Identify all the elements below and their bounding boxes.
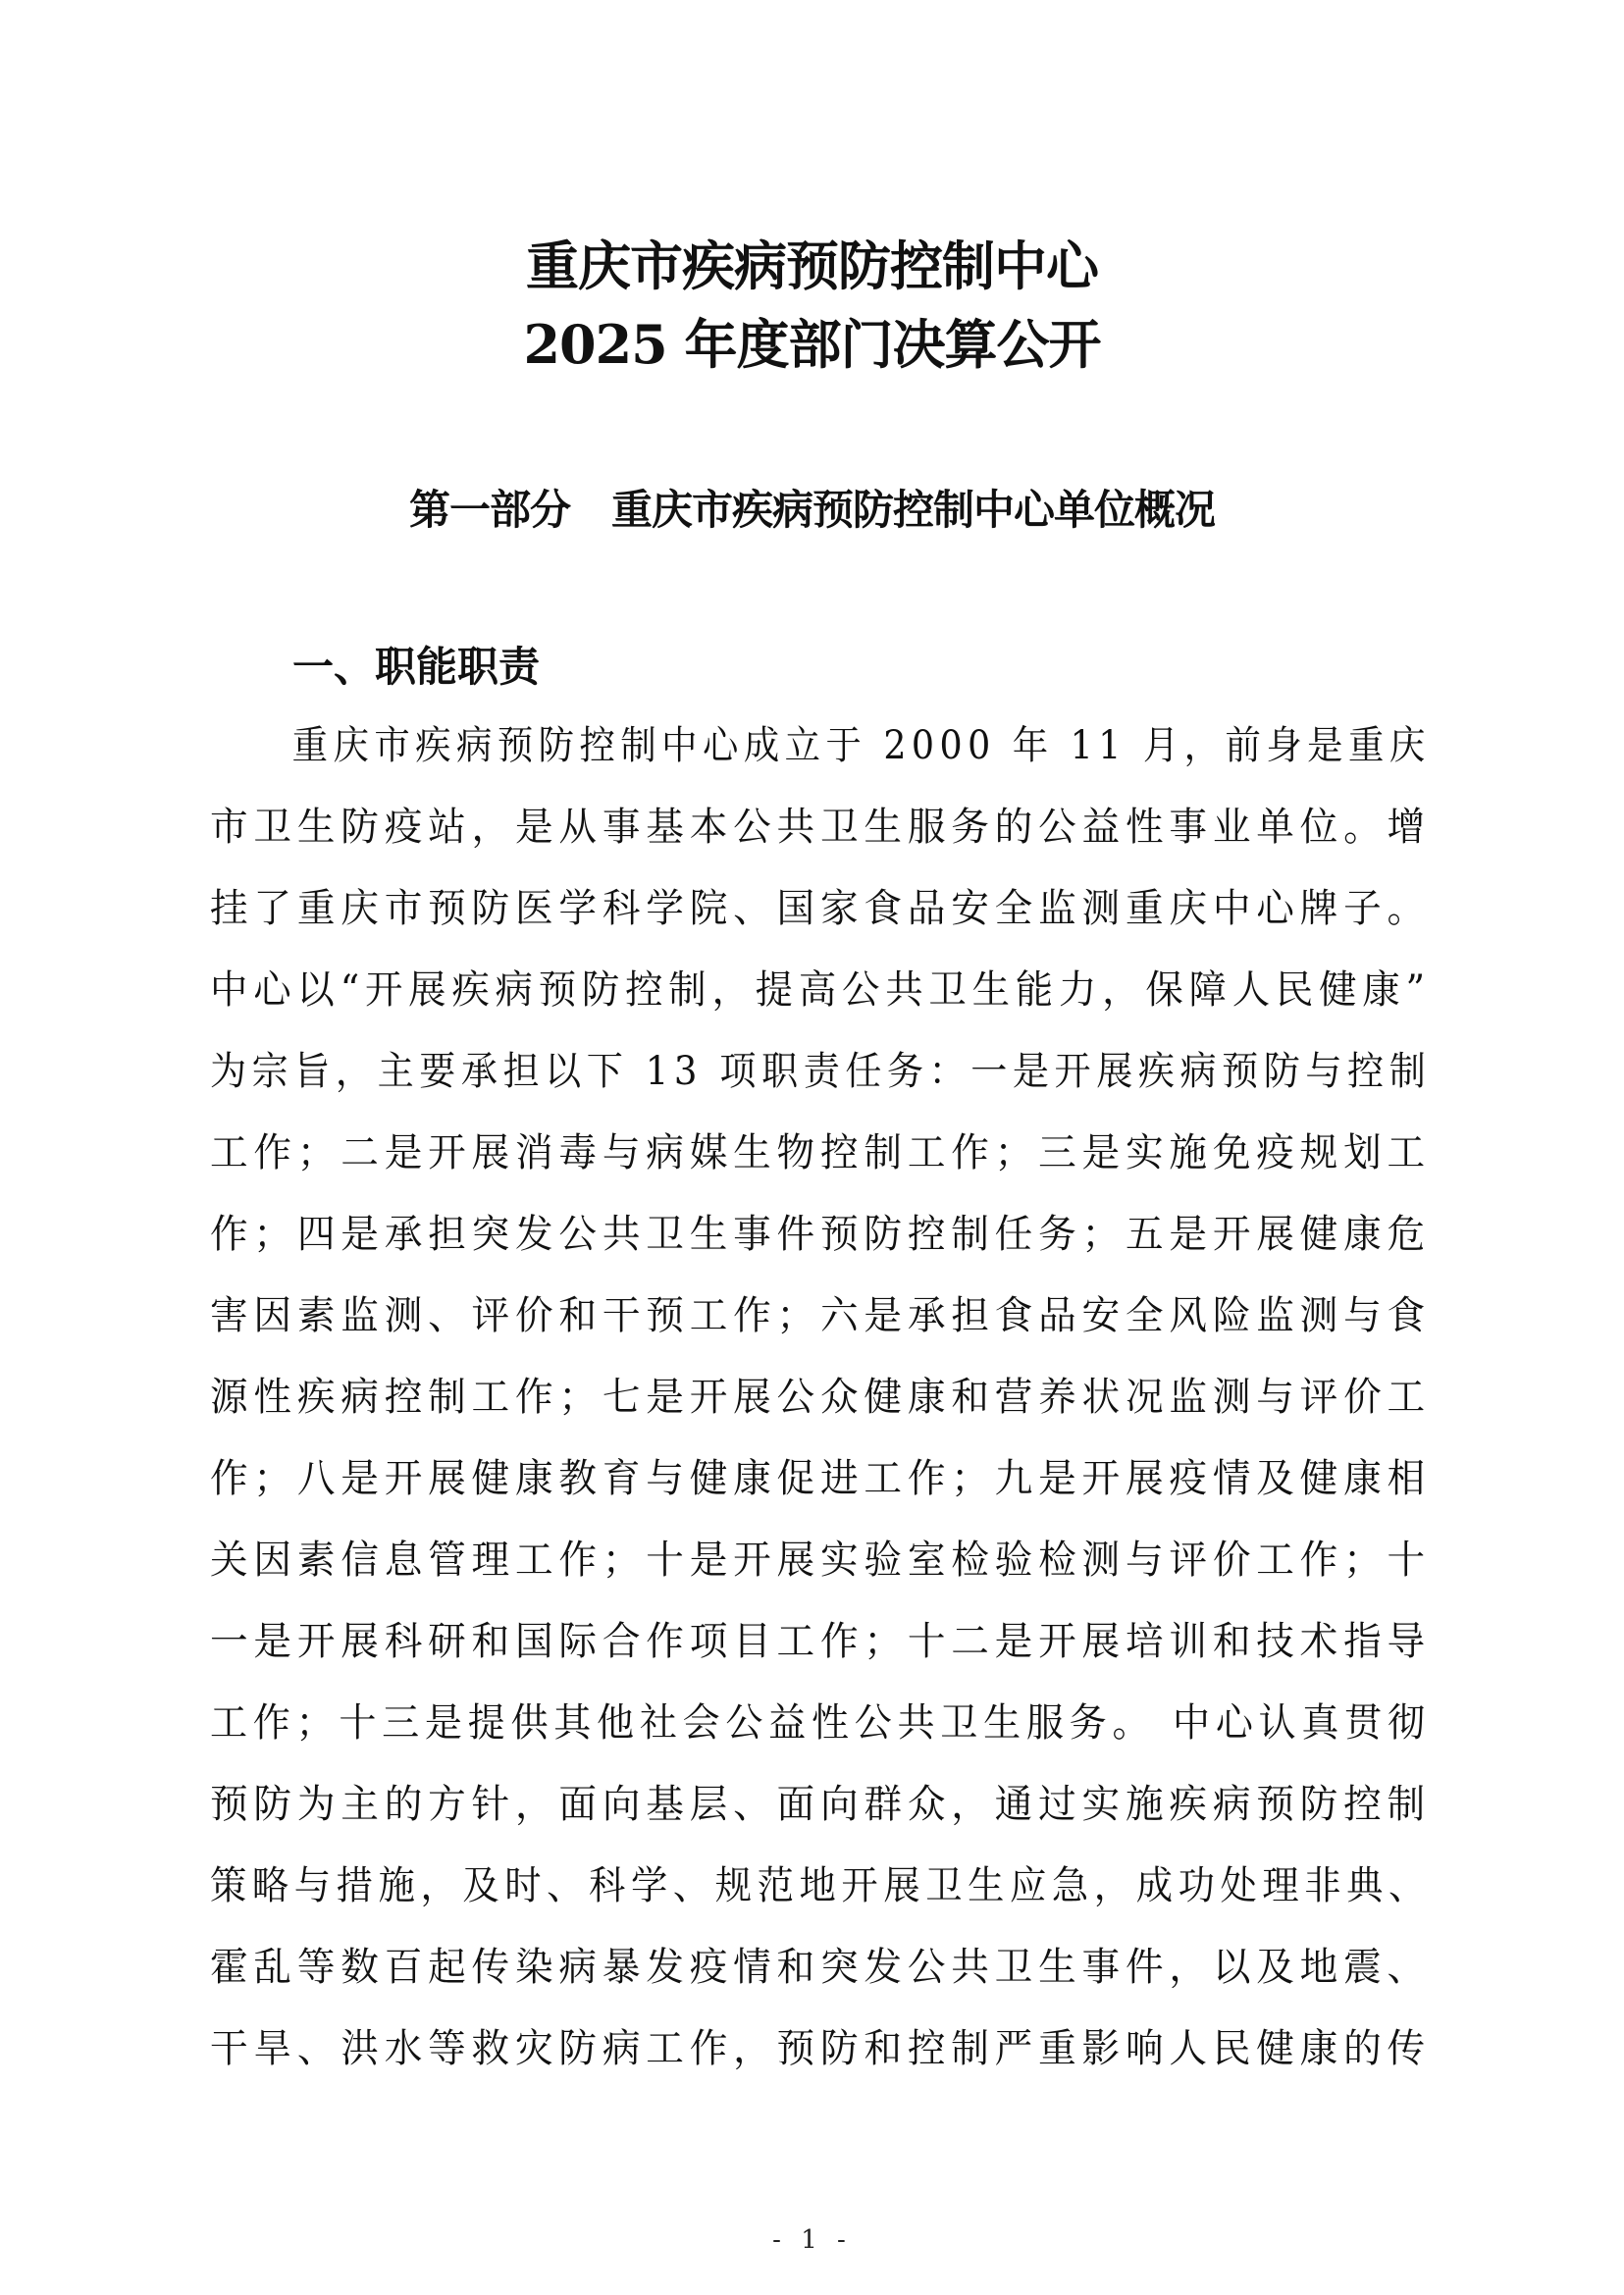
paragraph-line: 一是开展科研和国际合作项目工作；十二是开展培训和技术指导 — [210, 1619, 1431, 1664]
paragraph-line: 市卫生防疫站，是从事基本公共卫生服务的公益性事业单位。增 — [210, 805, 1431, 850]
paragraph-line: 干旱、洪水等救灾防病工作，预防和控制严重影响人民健康的传 — [210, 2026, 1431, 2071]
paragraph-line: 挂了重庆市预防医学科学院、国家食品安全监测重庆中心牌子。 — [210, 886, 1431, 931]
part-title: 重庆市疾病预防控制中心单位概况 — [611, 486, 1216, 534]
paragraph-line: 作；八是开展健康教育与健康促进工作；九是开展疫情及健康相 — [210, 1456, 1431, 1501]
paragraph-line: 中心以“开展疾病预防控制，提高公共卫生能力，保障人民健康” — [210, 967, 1431, 1013]
paragraph-line: 工作；二是开展消毒与病媒生物控制工作；三是实施免疫规划工 — [210, 1130, 1431, 1175]
page-number: - 1 - — [772, 2225, 852, 2255]
paragraph-line: 工作；十三是提供其他社会公益性公共卫生服务。 中心认真贯彻 — [210, 1700, 1431, 1746]
paragraph-line: 关因素信息管理工作；十是开展实验室检验检测与评价工作；十 — [210, 1538, 1431, 1583]
section-heading: 一、职能职责 — [292, 643, 541, 691]
part-heading — [0, 481, 1624, 540]
paragraph-line: 重庆市疾病预防控制中心成立于 2000 年 11 月，前身是重庆 — [210, 723, 1431, 768]
document-title-line-1: 重庆市疾病预防控制中心 — [526, 235, 1098, 297]
paragraph-line: 作；四是承担突发公共卫生事件预防控制任务；五是开展健康危 — [210, 1212, 1431, 1257]
paragraph-line: 预防为主的方针，面向基层、面向群众，通过实施疾病预防控制 — [210, 1782, 1431, 1827]
part-label: 第一部分 — [408, 486, 570, 534]
paragraph-line: 霍乱等数百起传染病暴发疫情和突发公共卫生事件，以及地震、 — [210, 1945, 1431, 1990]
paragraph-line: 策略与措施，及时、科学、规范地开展卫生应急，成功处理非典、 — [210, 1863, 1431, 1908]
paragraph-line: 为宗旨，主要承担以下 13 项职责任务：一是开展疾病预防与控制 — [210, 1049, 1432, 1094]
paragraph-line: 害因素监测、评价和干预工作；六是承担食品安全风险监测与食 — [210, 1293, 1431, 1338]
paragraph-line: 源性疾病控制工作；七是开展公众健康和营养状况监测与评价工 — [210, 1375, 1431, 1420]
document-title-line-2: 2025 年度部门决算公开 — [523, 313, 1101, 376]
